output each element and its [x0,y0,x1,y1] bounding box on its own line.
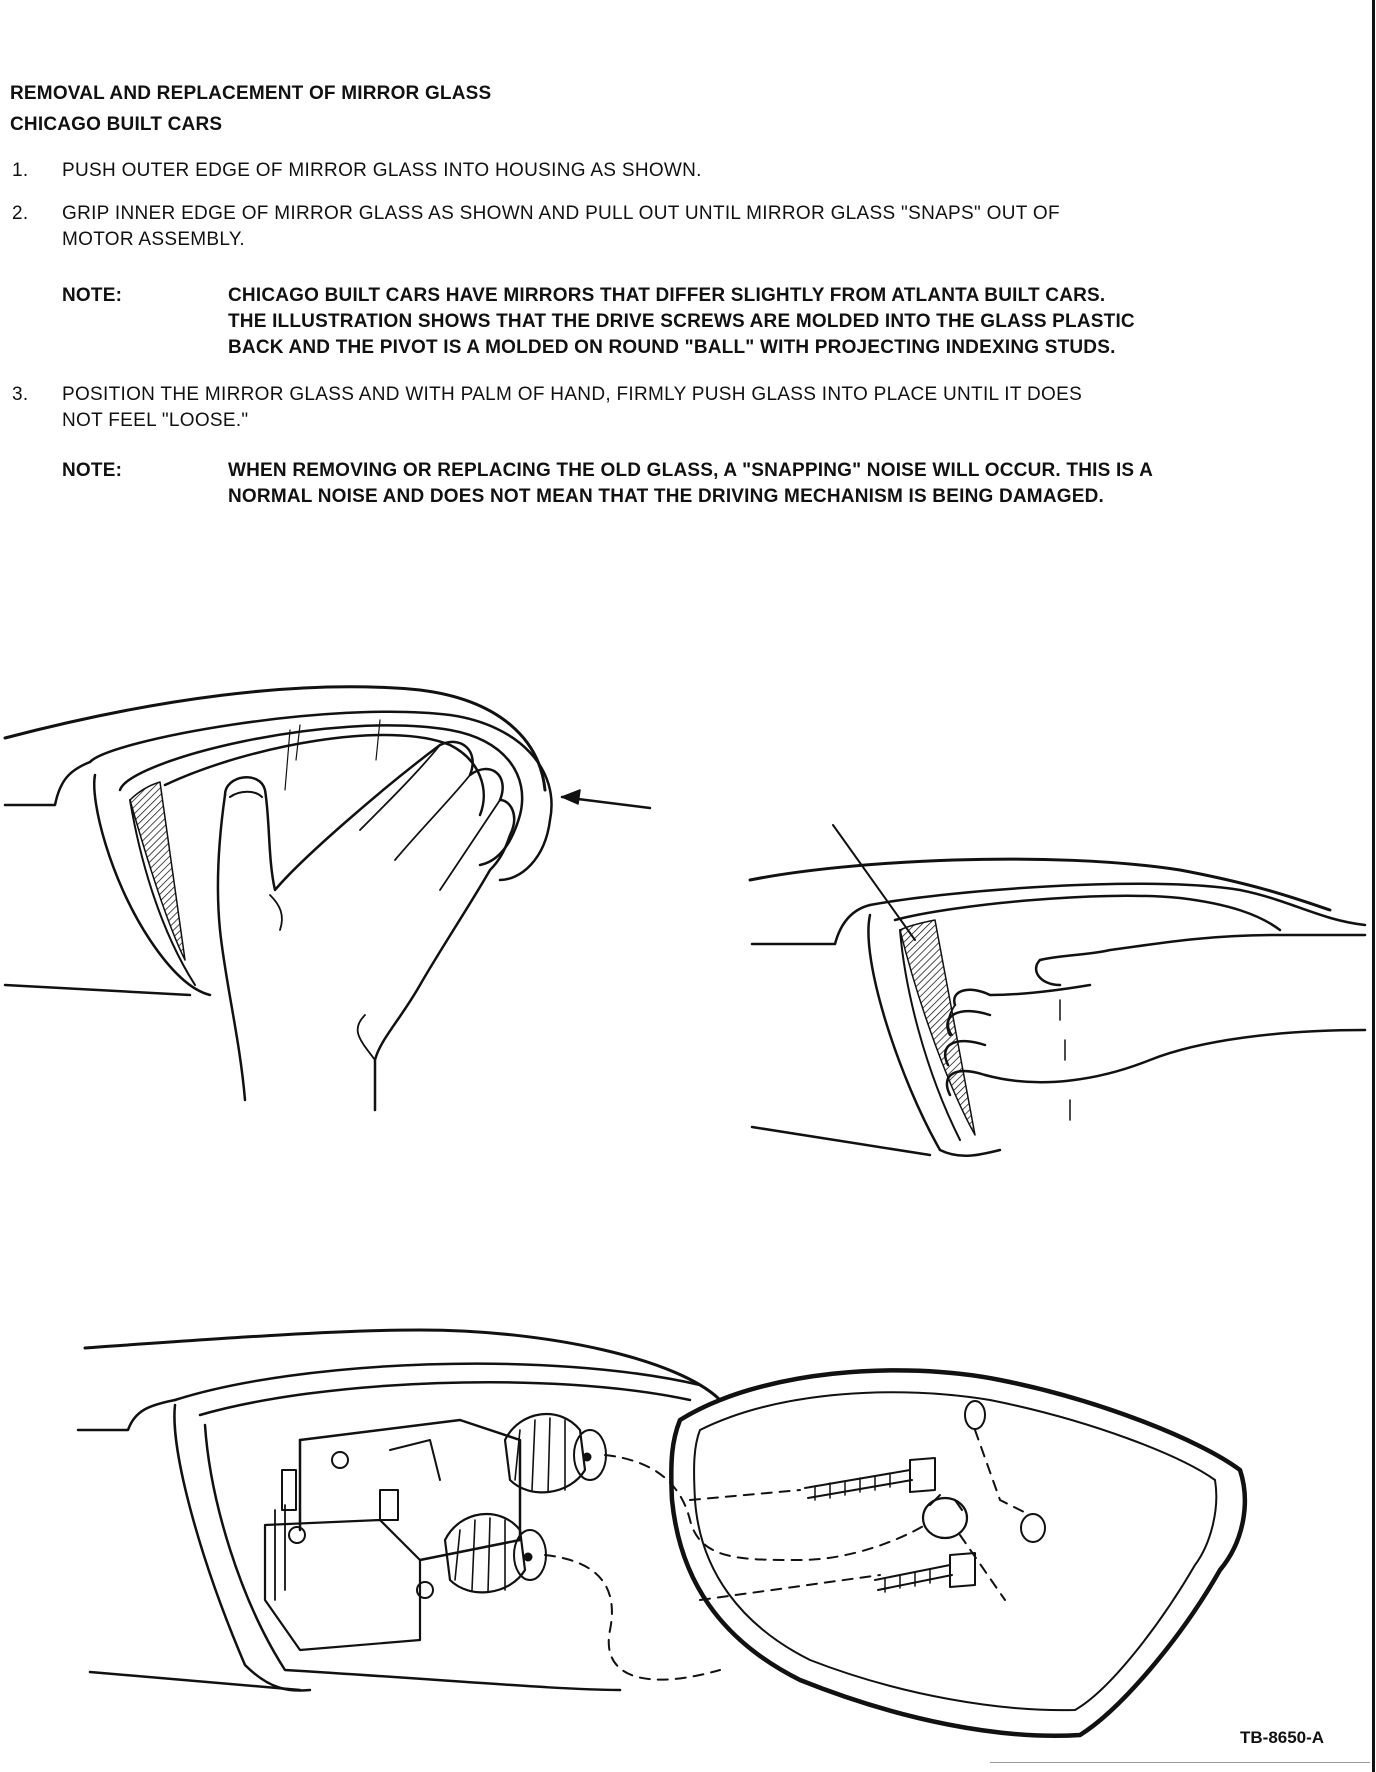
note-text-line: BACK AND THE PIVOT IS A MOLDED ON ROUND "BALL" WITH PROJECTING INDEXING STUDS. [228,337,1116,358]
figure-grip-inner-edge [750,825,1365,1156]
figure-push-outer-edge [5,687,650,1110]
note-text-line: CHICAGO BUILT CARS HAVE MIRRORS THAT DIFFER SLIGHTLY FROM ATLANTA BUILT CARS. [228,285,1106,306]
step-text-line: POSITION THE MIRROR GLASS AND WITH PALM OF HAND, FIRMLY PUSH GLASS INTO PLACE UNTIL IT DOES [62,384,1083,405]
note-text-line: WHEN REMOVING OR REPLACING THE OLD GLASS, A "SNAPPING" NOISE WILL OCCUR. THIS IS A [228,460,1153,481]
step-number: 2. [12,203,29,224]
heading-line-1: REMOVAL AND REPLACEMENT OF MIRROR GLASS [10,83,492,104]
step-text-line: GRIP INNER EDGE OF MIRROR GLASS AS SHOWN AND PULL OUT UNTIL MIRROR GLASS "SNAPS" OUT OF [62,203,1060,224]
step-text-line: NOT FEEL "LOOSE." [62,410,249,431]
step-number: 3. [12,384,29,405]
note-label: NOTE: [62,460,123,481]
note-text-line: THE ILLUSTRATION SHOWS THAT THE DRIVE SCREWS ARE MOLDED INTO THE GLASS PLASTIC [228,311,1135,332]
figure-identifier: TB-8650-A [1240,1728,1325,1747]
step-number: 1. [12,160,29,181]
figure-exploded-assembly [78,1330,1245,1736]
step-text-line: PUSH OUTER EDGE OF MIRROR GLASS INTO HOUSING AS SHOWN. [62,160,702,181]
step-text-line: MOTOR ASSEMBLY. [62,229,245,250]
note-text-line: NORMAL NOISE AND DOES NOT MEAN THAT THE DRIVING MECHANISM IS BEING DAMAGED. [228,486,1105,507]
heading-line-2: CHICAGO BUILT CARS [10,114,223,135]
bottom-rule [990,1762,1370,1763]
note-label: NOTE: [62,285,123,306]
